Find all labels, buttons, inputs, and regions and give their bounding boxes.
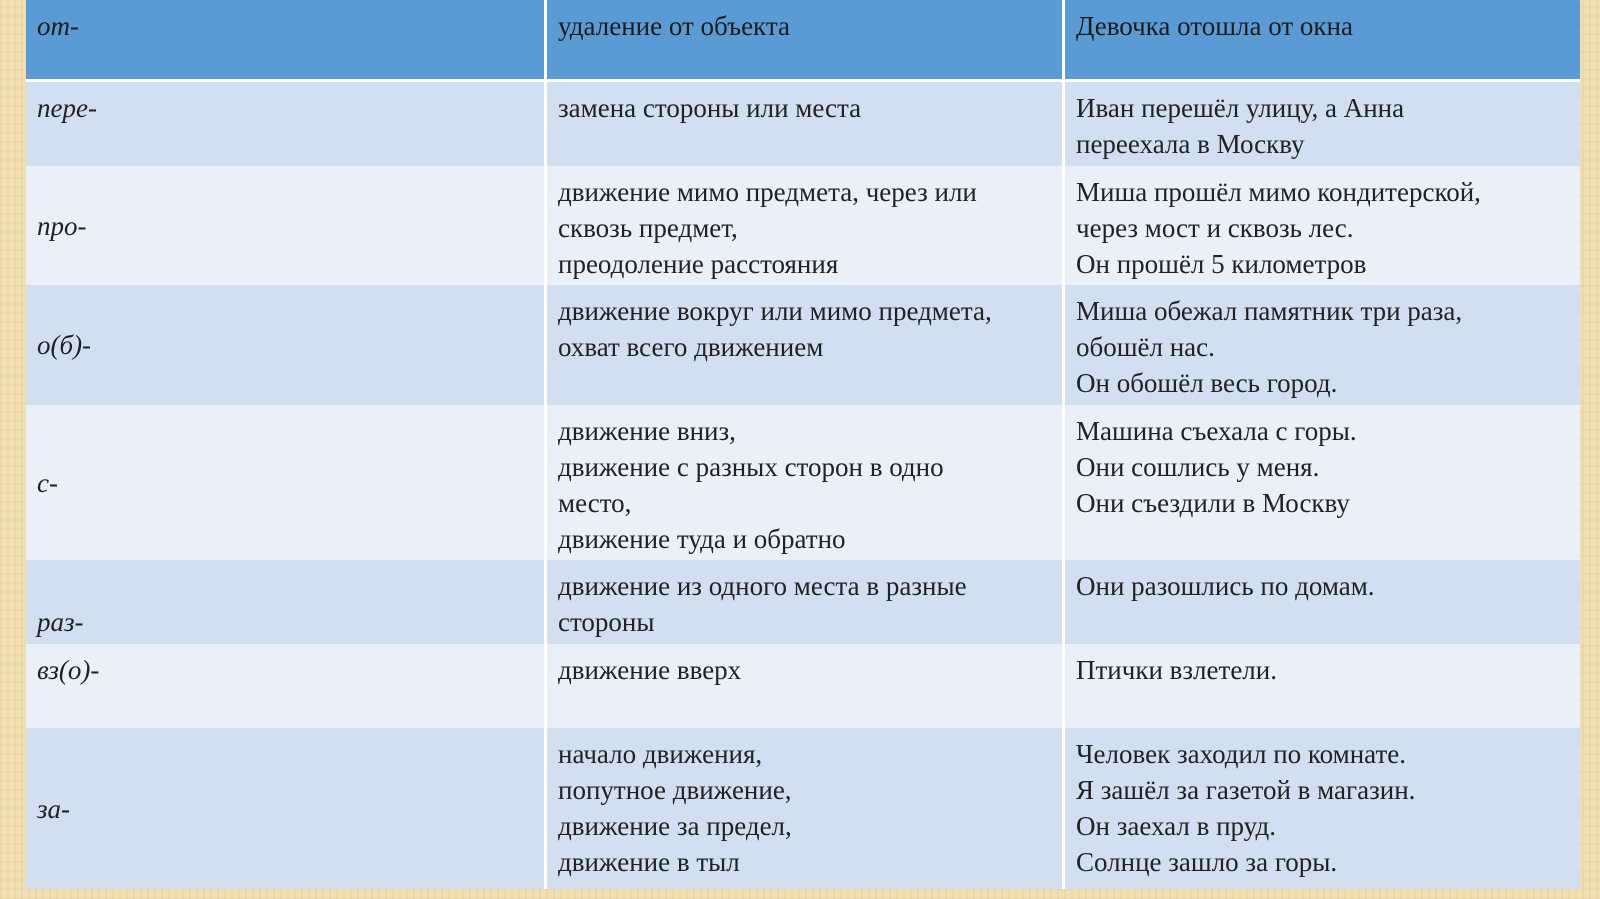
- example-line: Он обошёл весь город.: [1076, 368, 1338, 398]
- meaning-line: движение вверх: [558, 655, 742, 685]
- example-cell: [1062, 0, 1580, 82]
- prefix-cell: [26, 82, 544, 166]
- example-line: Они разошлись по домам.: [1076, 571, 1375, 601]
- prefix-label: от-: [37, 11, 79, 41]
- example-line: Они съездили в Москву: [1076, 488, 1350, 518]
- meaning-cell: [544, 166, 1062, 285]
- prefix-cell: [26, 644, 544, 728]
- meaning-line: преодоление расстояния: [558, 249, 839, 279]
- meaning-line: замена стороны или места: [558, 93, 862, 123]
- meaning-cell: [544, 285, 1062, 405]
- prefix-cell: [26, 166, 544, 285]
- prefix-label: о(б)-: [37, 330, 92, 360]
- example-line: Птички взлетели.: [1076, 655, 1277, 685]
- meaning-cell: [544, 728, 1062, 889]
- meaning-line: начало движения,: [558, 739, 763, 769]
- meaning-line: движение за предел,: [558, 811, 792, 841]
- example-cell: [1062, 728, 1580, 889]
- example-line: Миша обежал памятник три раза,: [1076, 296, 1463, 326]
- example-line: через мост и сквозь лес.: [1076, 213, 1354, 243]
- example-line: Он заехал в пруд.: [1076, 811, 1276, 841]
- meaning-line: движение вокруг или мимо предмета,: [558, 296, 992, 326]
- meaning-line: движение туда и обратно: [558, 524, 846, 554]
- example-line: переехала в Москву: [1076, 129, 1305, 159]
- prefix-label: с-: [37, 467, 58, 498]
- meaning-line: стороны: [558, 607, 655, 637]
- prefix-label: за-: [37, 793, 71, 824]
- meaning-line: движение вниз,: [558, 416, 736, 446]
- example-line: Я зашёл за газетой в магазин.: [1076, 775, 1416, 805]
- prefix-cell: [26, 405, 544, 560]
- example-line: Они сошлись у меня.: [1076, 452, 1320, 482]
- meaning-line: движение из одного места в разные: [558, 571, 967, 601]
- prefix-cell: [26, 560, 544, 644]
- example-line: Машина съехала с горы.: [1076, 416, 1357, 446]
- example-cell: [1062, 285, 1580, 405]
- example-text: Девочка отошла от окна: [1076, 11, 1353, 41]
- prefix-cell: [26, 0, 544, 82]
- example-cell: [1062, 82, 1580, 166]
- example-line: обошёл нас.: [1076, 332, 1215, 362]
- example-line: Он прошёл 5 километров: [1076, 249, 1367, 279]
- example-cell: [1062, 560, 1580, 644]
- prefix-cell: [26, 285, 544, 405]
- example-line: Миша прошёл мимо кондитерской,: [1076, 177, 1481, 207]
- prefix-label: раз-: [37, 607, 84, 637]
- example-line: Солнце зашло за горы.: [1076, 847, 1338, 877]
- example-cell: [1062, 405, 1580, 560]
- example-cell: [1062, 166, 1580, 285]
- prefix-label: вз(о)-: [37, 655, 100, 685]
- meaning-text: удаление от объекта: [558, 11, 790, 41]
- prefix-label: пере-: [37, 93, 97, 123]
- meaning-line: движение с разных сторон в одно: [558, 452, 944, 482]
- example-cell: [1062, 644, 1580, 728]
- meaning-cell: [544, 0, 1062, 82]
- meaning-line: место,: [558, 488, 632, 518]
- meaning-line: движение в тыл: [558, 847, 740, 877]
- example-line: Иван перешёл улицу, а Анна: [1076, 93, 1405, 123]
- meaning-line: сквозь предмет,: [558, 213, 738, 243]
- meaning-cell: [544, 644, 1062, 728]
- meaning-cell: [544, 82, 1062, 166]
- prefix-table: [26, 0, 1580, 889]
- meaning-line: движение мимо предмета, через или: [558, 177, 977, 207]
- meaning-line: охват всего движением: [558, 332, 824, 362]
- prefix-label: про-: [37, 210, 87, 241]
- example-line: Человек заходил по комнате.: [1076, 739, 1406, 769]
- prefix-cell: [26, 728, 544, 889]
- meaning-cell: [544, 560, 1062, 644]
- meaning-line: попутное движение,: [558, 775, 792, 805]
- meaning-cell: [544, 405, 1062, 560]
